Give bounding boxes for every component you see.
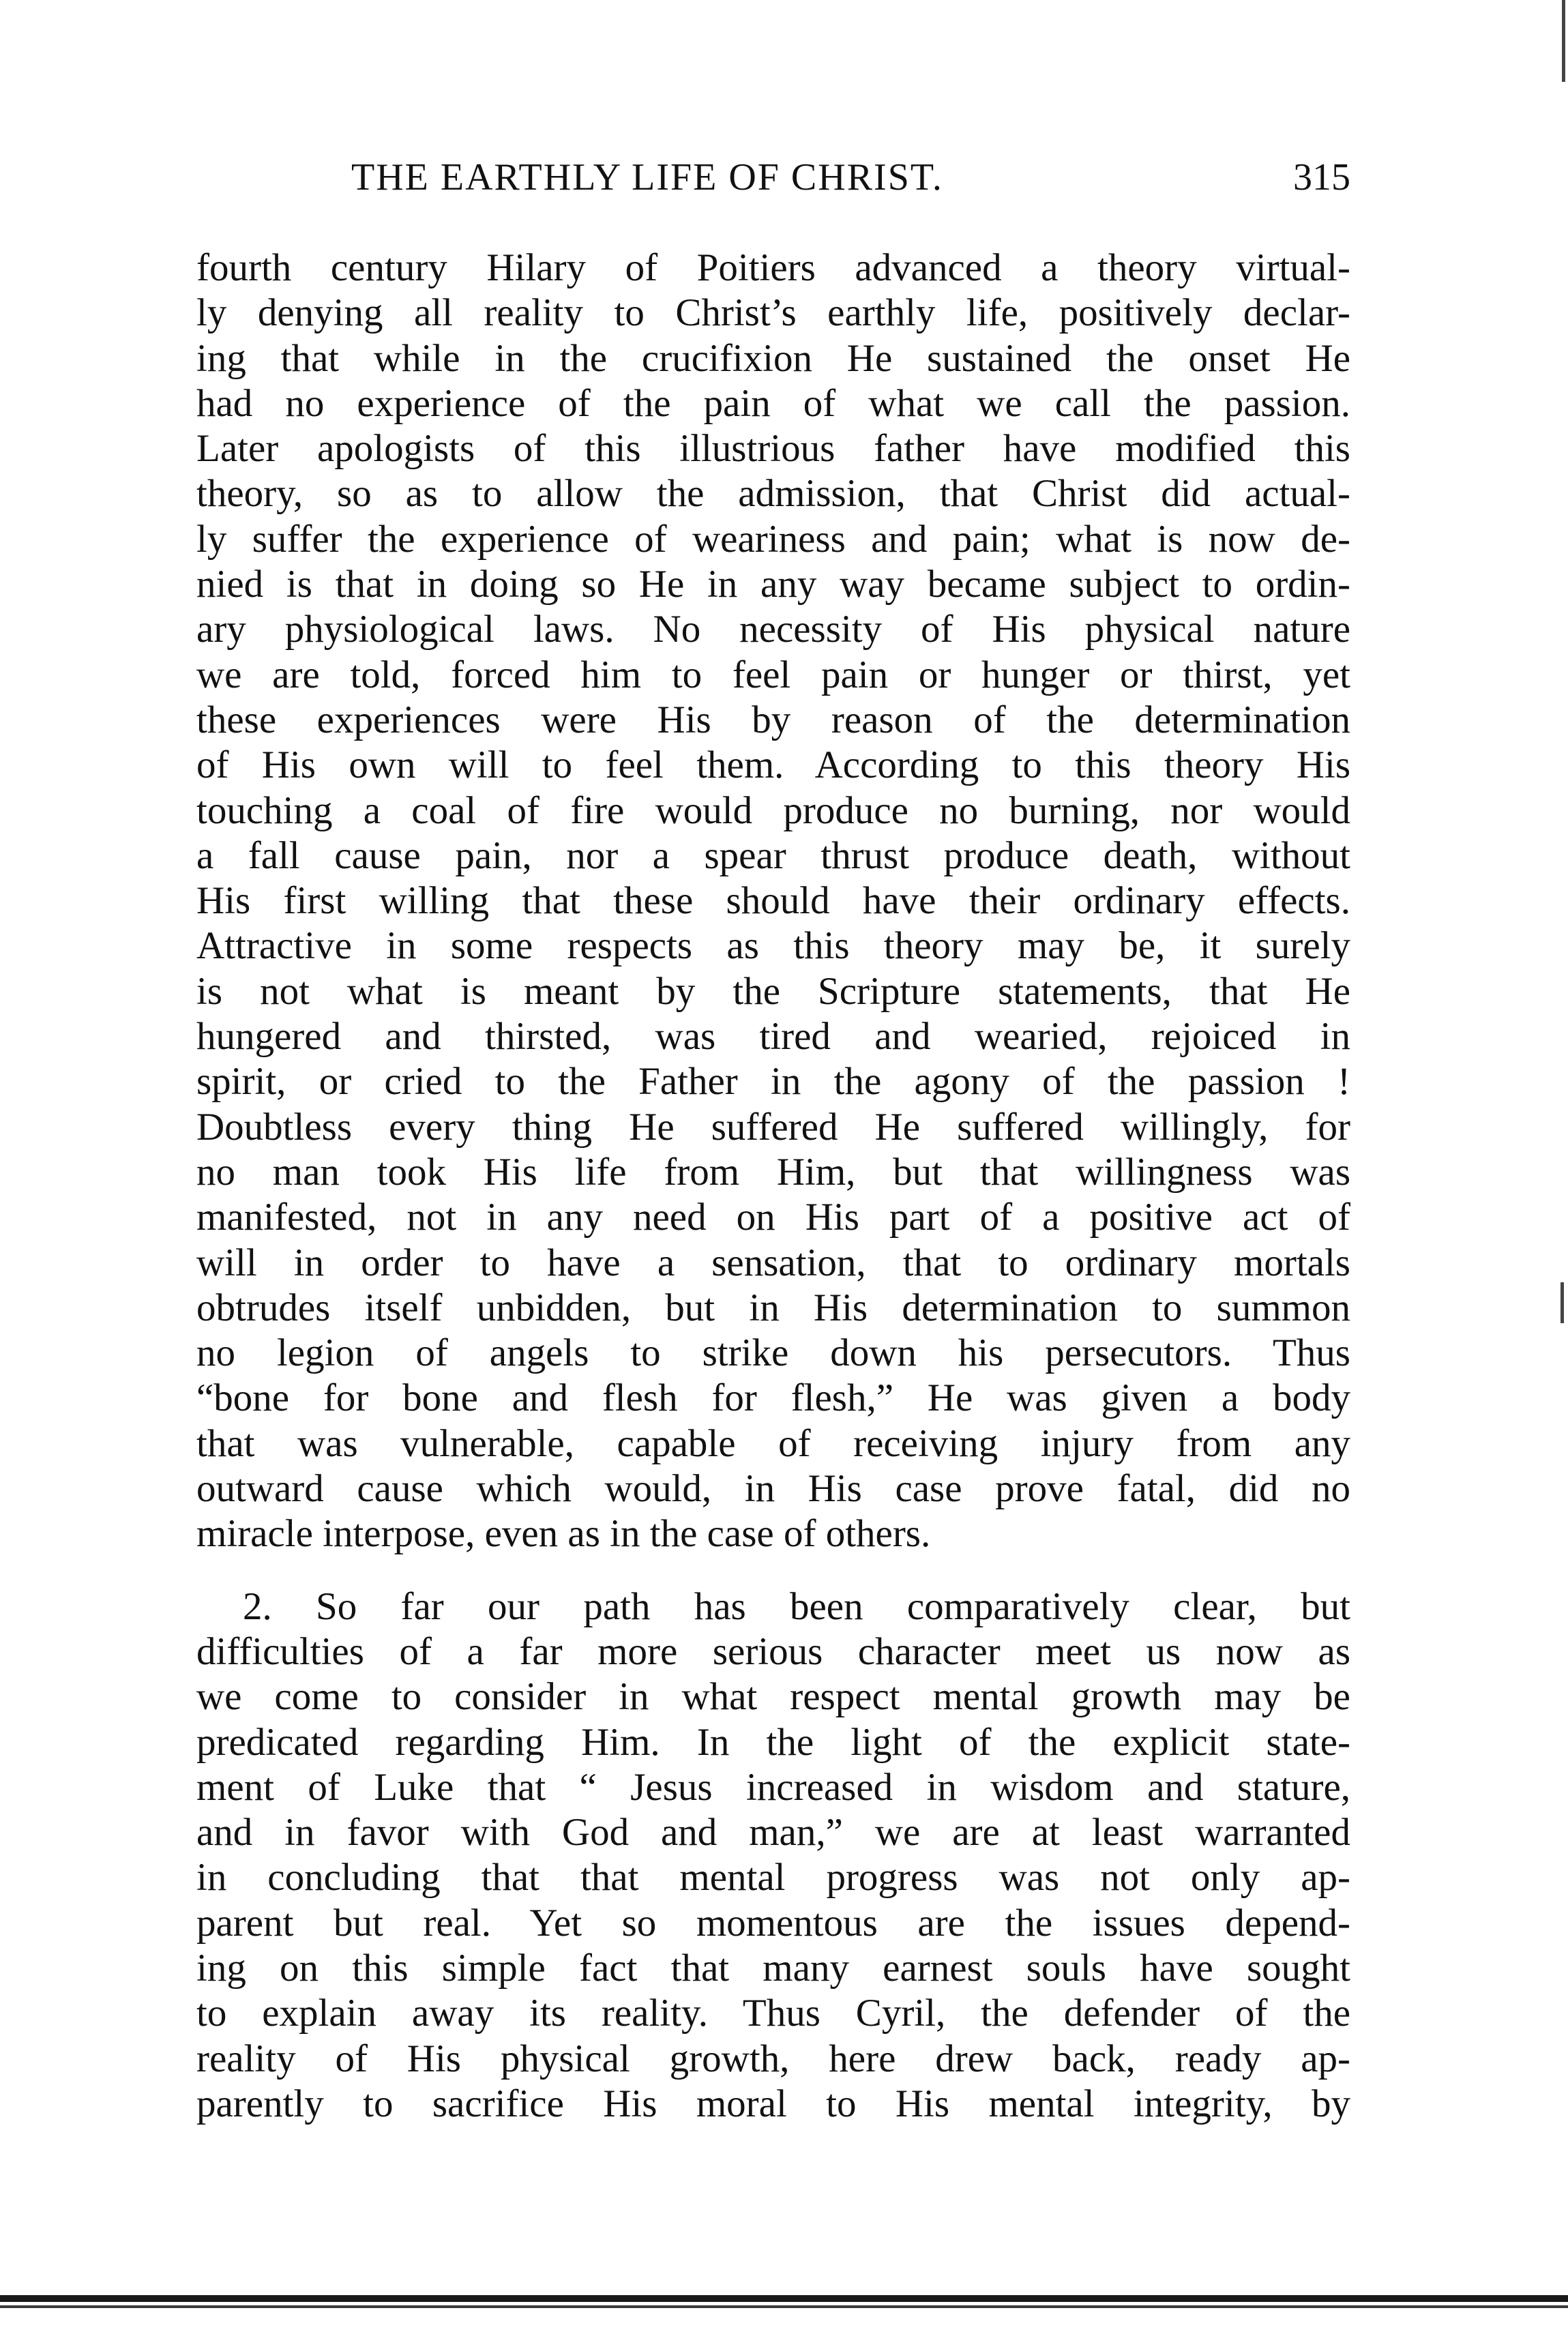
text-line: nied is that in doing so He in any way became subject to ordin- — [196, 563, 1350, 606]
text-line: Later apologists of this illustrious father have modified this — [196, 427, 1350, 471]
text-line: had no experience of the pain of what we call the passion. — [196, 381, 1350, 425]
paragraph-1 — [196, 246, 1350, 1557]
text-line: reality of His physical growth, here drew back, ready ap- — [196, 2037, 1350, 2080]
text-line: outward cause which would, in His case prove fatal, did no — [196, 1467, 1350, 1511]
running-head — [198, 156, 1350, 210]
running-title: THE EARTHLY LIFE OF CHRIST. — [351, 156, 943, 198]
text-line: parent but real. Yet so momentous are the issues depend- — [196, 1901, 1350, 1945]
text-line: manifested, not in any need on His part of a positive act of — [196, 1196, 1350, 1239]
text-line: no man took His life from Him, but that willingness was — [196, 1150, 1350, 1194]
text-line: ment of Luke that “ Jesus increased in wisdom and stature, — [196, 1765, 1350, 1809]
text-line: fourth century Hilary of Poitiers advanced a theory virtual- — [196, 246, 1350, 289]
scan-edge-mark — [1560, 1282, 1564, 1323]
text-line: parently to sacrifice His moral to His mental integrity, by — [196, 2082, 1350, 2125]
scan-bottom-edge-thin — [0, 2305, 1568, 2308]
text-line: miracle interpose, even as in the case of others. — [196, 1512, 931, 1556]
text-line: ly denying all reality to Christ’s earthly life, positively declar- — [196, 291, 1350, 335]
text-line: ary physiological laws. No necessity of His physical nature — [196, 608, 1350, 651]
text-line: of His own will to feel them. According to this theory His — [196, 743, 1350, 787]
text-line: will in order to have a sensation, that to ordinary mortals — [196, 1241, 1350, 1284]
body-text — [196, 246, 1350, 2127]
text-line: Attractive in some respects as this theory may be, it surely — [196, 924, 1350, 968]
paragraph-2 — [196, 1584, 1350, 2127]
text-line: to explain away its reality. Thus Cyril, the defender of the — [196, 1992, 1350, 2035]
text-line: ing on this simple fact that many earnest souls have sought — [196, 1946, 1350, 1990]
text-line: difficulties of a far more serious character meet us now as — [196, 1629, 1350, 1673]
text-line: in concluding that that mental progress was not only ap- — [196, 1856, 1350, 1900]
text-line: His first willing that these should have their ordinary effects. — [196, 879, 1350, 923]
text-line: is not what is meant by the Scripture statements, that He — [196, 969, 1350, 1013]
text-line: we are told, forced him to feel pain or hunger or thirst, yet — [196, 653, 1350, 696]
text-line: a fall cause pain, nor a spear thrust produce death, without — [196, 833, 1350, 877]
text-line: “bone for bone and flesh for flesh,” He was given a body — [196, 1376, 1350, 1420]
text-line: hungered and thirsted, was tired and wearied, rejoiced in — [196, 1015, 1350, 1059]
text-line: that was vulnerable, capable of receiving injury from any — [196, 1421, 1350, 1465]
text-line: no legion of angels to strike down his persecutors. Thus — [196, 1331, 1350, 1375]
text-line: and in favor with God and man,” we are at least warranted — [196, 1811, 1350, 1855]
scan-edge-mark — [1562, 0, 1565, 82]
scan-bottom-edge — [0, 2295, 1568, 2302]
text-line: Doubtless every thing He suffered He suffered willingly, for — [196, 1105, 1350, 1149]
page-number: 315 — [1293, 156, 1350, 198]
text-line: obtrudes itself unbidden, but in His determination to summon — [196, 1286, 1350, 1329]
text-line: ing that while in the crucifixion He sustained the onset He — [196, 336, 1350, 380]
text-line: predicated regarding Him. In the light of the explicit state- — [196, 1720, 1350, 1764]
text-line: we come to consider in what respect mental growth may be — [196, 1675, 1350, 1719]
text-line: theory, so as to allow the admission, that Christ did actual- — [196, 472, 1350, 516]
text-line: these experiences were His by reason of the determination — [196, 698, 1350, 741]
paragraph-gap — [196, 1557, 1350, 1584]
text-line: 2. So far our path has been comparatively clear, but — [243, 1584, 1350, 1628]
text-line: spirit, or cried to the Father in the agony of the passion ! — [196, 1060, 1350, 1104]
text-line: touching a coal of fire would produce no burning, nor would — [196, 788, 1350, 832]
text-line: ly suffer the experience of weariness and pain; what is now de- — [196, 517, 1350, 561]
